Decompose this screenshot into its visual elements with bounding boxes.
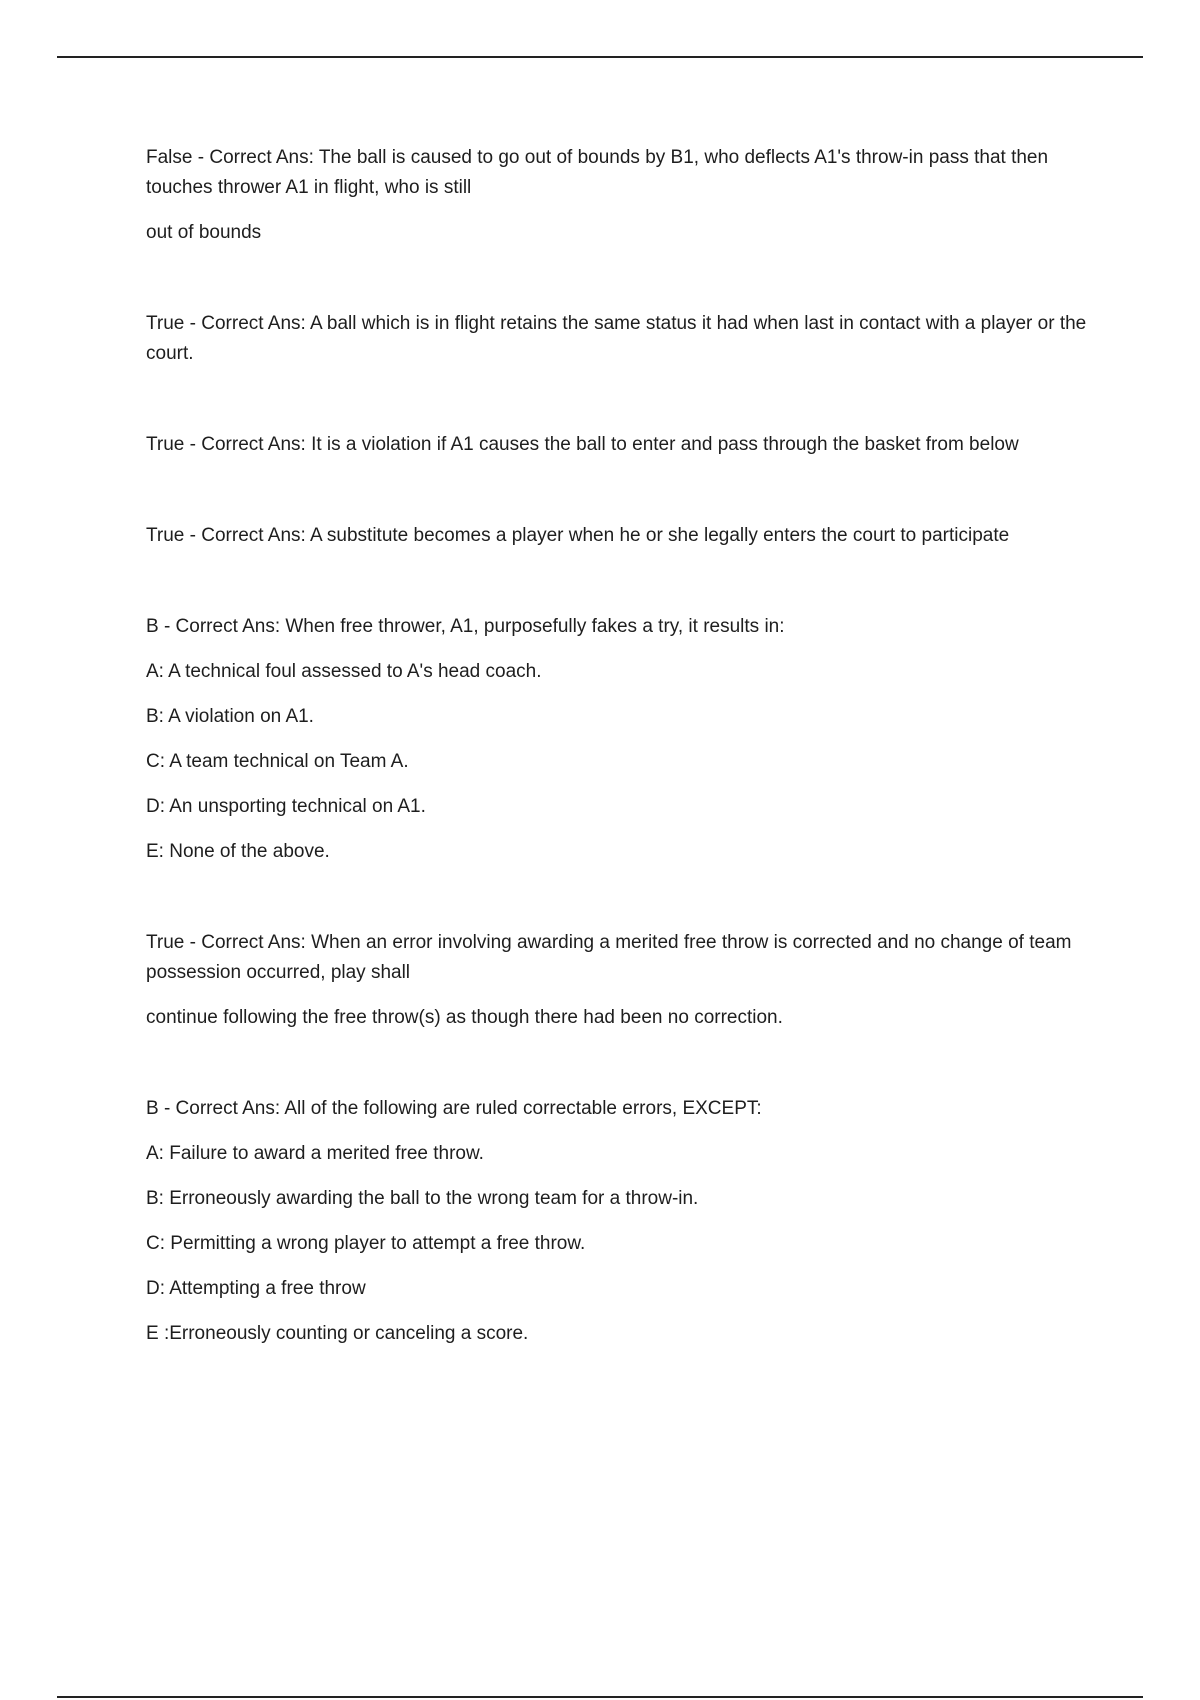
option-c: C: A team technical on Team A. (146, 751, 409, 772)
option-e: E :Erroneously counting or canceling a score. (146, 1323, 529, 1344)
top-divider (57, 56, 1143, 58)
qa-block-6 (146, 928, 1106, 1033)
block-spacer (146, 566, 1106, 612)
answer-text: True - Correct Ans: A substitute becomes a player when he or she legally enters the court to participate (146, 525, 1010, 546)
qa-block-3 (146, 430, 1106, 460)
answer-text: out of bounds (146, 222, 262, 243)
answer-text: continue following the free throw(s) as though there had been no correction. (146, 1007, 783, 1028)
answer-text: True - Correct Ans: A ball which is in flight retains the same status it had when last in contact with a player or the court. (146, 313, 1087, 364)
block-spacer (146, 263, 1106, 309)
question-text: B - Correct Ans: When free thrower, A1, purposefully fakes a try, it results in: (146, 616, 785, 637)
qa-block-5 (146, 612, 1106, 867)
block-spacer (146, 384, 1106, 430)
qa-block-1 (146, 143, 1106, 248)
option-a: A: A technical foul assessed to A's head coach. (146, 661, 542, 682)
block-spacer (146, 882, 1106, 928)
block-spacer (146, 1048, 1106, 1094)
option-d: D: Attempting a free throw (146, 1278, 366, 1299)
answer-text: True - Correct Ans: It is a violation if A1 causes the ball to enter and pass through the basket from below (146, 434, 1019, 455)
option-a: A: Failure to award a merited free throw. (146, 1143, 484, 1164)
document-body (146, 143, 1106, 1364)
answer-text: True - Correct Ans: When an error involving awarding a merited free throw is corrected and no change of team possession occurred, play shall (146, 932, 1072, 983)
answer-text: False - Correct Ans: The ball is caused to go out of bounds by B1, who deflects A1's throw-in pass that then touches thrower A1 in flight, who is still (146, 147, 1049, 198)
question-text: B - Correct Ans: All of the following are ruled correctable errors, EXCEPT: (146, 1098, 762, 1119)
bottom-divider (57, 1696, 1143, 1698)
option-c: C: Permitting a wrong player to attempt a free throw. (146, 1233, 586, 1254)
qa-block-7 (146, 1094, 1106, 1349)
option-b: B: Erroneously awarding the ball to the wrong team for a throw-in. (146, 1188, 699, 1209)
option-e: E: None of the above. (146, 841, 330, 862)
block-spacer (146, 475, 1106, 521)
qa-block-4 (146, 521, 1106, 551)
option-b: B: A violation on A1. (146, 706, 314, 727)
qa-block-2 (146, 309, 1106, 369)
option-d: D: An unsporting technical on A1. (146, 796, 426, 817)
